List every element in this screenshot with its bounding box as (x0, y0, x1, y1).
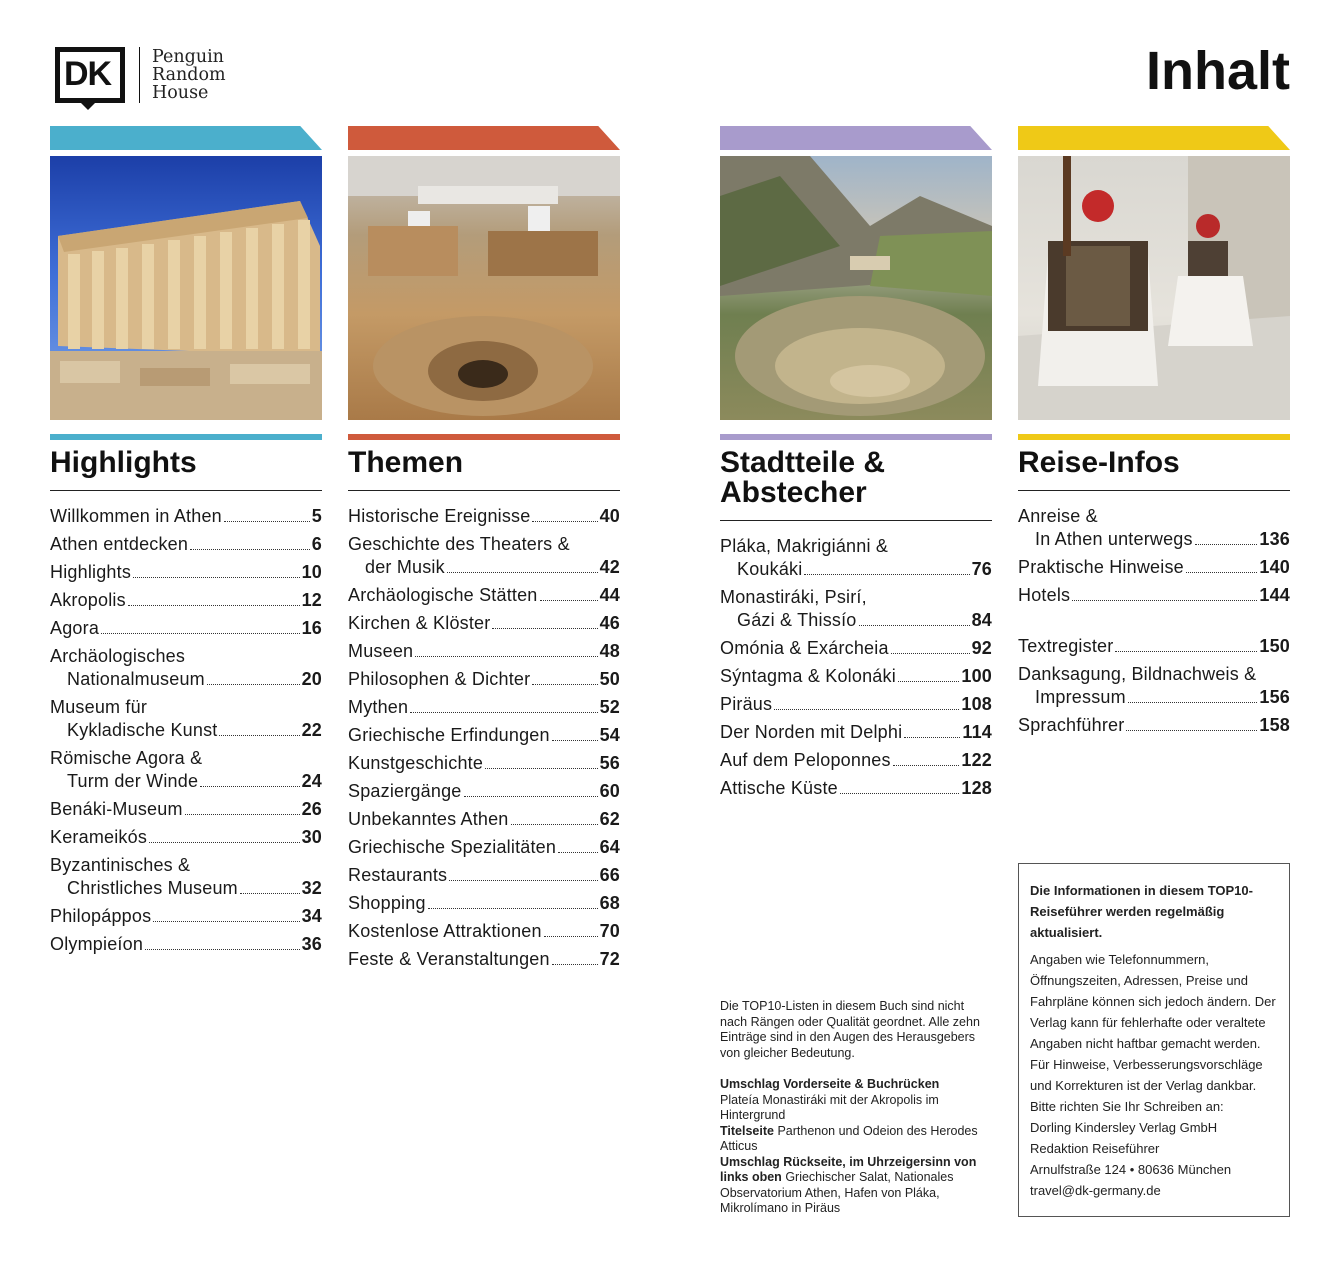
section-color-tab (348, 126, 620, 150)
section-color-tab (1018, 126, 1290, 150)
toc-list (1018, 505, 1290, 607)
section-divider (348, 490, 620, 491)
info-box-address: Bitte richten Sie Ihr Schreiben an: Dorling Kindersley Verlag GmbH Redaktion Reiseführer Arnulfstraße 124 • 80636 München travel@dk-germany.de (1030, 1096, 1279, 1201)
toc-entry[interactable]: Restaurants 66 (348, 865, 620, 885)
toc-entry[interactable]: Mythen 52 (348, 697, 620, 717)
toc-entry[interactable]: Römische Agora & Turm der Winde 24 (50, 748, 322, 791)
toc-entry[interactable]: Kerameikós 30 (50, 827, 322, 847)
toc-entry[interactable]: Willkommen in Athen 5 (50, 506, 322, 526)
toc-entry[interactable]: Sýntagma & Kolonáki 100 (720, 666, 992, 686)
dk-logo-mark: DK (55, 47, 125, 103)
museum-excavation-photo (348, 156, 620, 420)
section-color-rule (348, 434, 620, 440)
toc-entry[interactable]: Athen entdecken 6 (50, 534, 322, 554)
section-color-rule (720, 434, 992, 440)
section-title: Stadtteile & Abstecher (720, 446, 886, 509)
toc-entry[interactable]: Omónia & Exárcheia 92 (720, 638, 992, 658)
toc-entry[interactable]: Auf dem Peloponnes 122 (720, 750, 992, 770)
publisher-name: Penguin Random House (152, 47, 226, 103)
toc-entry[interactable]: Geschichte des Theaters & der Musik 42 (348, 534, 620, 577)
toc-entry[interactable]: Spaziergänge 60 (348, 781, 620, 801)
toc-entry[interactable]: Museum für Kykladische Kunst 22 (50, 697, 322, 740)
delphi-theater-photo (720, 156, 992, 420)
toc-entry[interactable]: Griechische Spezialitäten 64 (348, 837, 620, 857)
publisher-logo (55, 47, 226, 103)
parthenon-photo (50, 156, 322, 420)
toc-entry[interactable]: Attische Küste 128 (720, 778, 992, 798)
toc-entry[interactable]: Historische Ereignisse 40 (348, 506, 620, 526)
toc-entry[interactable]: Kunstgeschichte 56 (348, 753, 620, 773)
toc-entry[interactable]: Unbekanntes Athen 62 (348, 809, 620, 829)
toc-entry[interactable]: Textregister 150 (1018, 636, 1290, 656)
toc-entry[interactable]: Akropolis 12 (50, 590, 322, 610)
toc-entry[interactable]: Olympieíon 36 (50, 934, 322, 954)
toc-entry[interactable]: Benáki-Museum 26 (50, 799, 322, 819)
section-divider (720, 520, 992, 521)
toc-entry[interactable]: Anreise & In Athen unterwegs 136 (1018, 506, 1290, 549)
info-box-body: Angaben wie Telefonnummern, Öffnungszeiten, Adressen, Preise und Fahrpläne können sich jedoch ändern. Der Verlag kann für fehlerhafte oder veraltete Angaben nicht haftbar gemacht werden. Für Hinweise, Verbesserungsvorschläge und Korrekturen ist der Verlag dankbar. (1030, 952, 1276, 1093)
toc-entry[interactable]: Agora 16 (50, 618, 322, 638)
section-title: Highlights (50, 446, 197, 479)
toc-entry[interactable]: Museen 48 (348, 641, 620, 661)
section-title: Reise-Infos (1018, 446, 1180, 479)
logo-separator (139, 47, 140, 103)
toc-entry[interactable]: Piräus 108 (720, 694, 992, 714)
toc-list (50, 505, 322, 956)
toc-list (720, 535, 992, 800)
toc-list-appendix (1018, 635, 1290, 737)
toc-entry[interactable]: Philosophen & Dichter 50 (348, 669, 620, 689)
toc-entry[interactable]: Der Norden mit Delphi 114 (720, 722, 992, 742)
info-box-lead: Die Informationen in diesem TOP10-Reiseführer werden regelmäßig aktualisiert. (1030, 883, 1253, 940)
email-link[interactable]: travel@dk-germany.de (1030, 1183, 1161, 1198)
section-reise-infos (1018, 126, 1290, 742)
toc-entry[interactable]: Pláka, Makrigiánni & Koukáki 76 (720, 536, 992, 579)
toc-entry[interactable]: Feste & Veranstaltungen 72 (348, 949, 620, 969)
toc-entry[interactable]: Praktische Hinweise 140 (1018, 557, 1290, 577)
cover-credits: Umschlag Vorderseite & Buchrücken Plateía Monastiráki mit der Akropolis im Hintergrund Titelseite Parthenon und Odeion des Herodes Atticus Umschlag Rückseite, im Uhrzeigersinn von links oben Griechischer Salat, Nationales Observatorium Athen, Hafen von Pláka, Mikrolímano in Piräus (720, 1077, 978, 1215)
section-color-tab (720, 126, 992, 150)
section-color-tab (50, 126, 322, 150)
evzones-guards-photo (1018, 156, 1290, 420)
toc-entry[interactable]: Griechische Erfindungen 54 (348, 725, 620, 745)
page-title: Inhalt (1146, 41, 1290, 101)
toc-entry[interactable]: Byzantinisches & Christliches Museum 32 (50, 855, 322, 898)
section-highlights (50, 126, 322, 961)
toc-entry[interactable]: Archäologisches Nationalmuseum 20 (50, 646, 322, 689)
toc-list (348, 505, 620, 971)
section-color-rule (50, 434, 322, 440)
info-box (1018, 863, 1290, 1217)
section-divider (1018, 490, 1290, 491)
section-title: Themen (348, 446, 464, 479)
section-divider (50, 490, 322, 491)
section-themen (348, 126, 620, 976)
toc-entry[interactable]: Shopping 68 (348, 893, 620, 913)
toc-entry[interactable]: Danksagung, Bildnachweis & Impressum 156 (1018, 664, 1290, 707)
toc-entry[interactable]: Hotels 144 (1018, 585, 1290, 605)
section-stadtteile (720, 126, 992, 805)
toc-entry[interactable]: Sprachführer 158 (1018, 715, 1290, 735)
cover-credits-note (720, 999, 988, 1217)
toc-entry[interactable]: Kirchen & Klöster 46 (348, 613, 620, 633)
toc-entry[interactable]: Philopáppos 34 (50, 906, 322, 926)
section-color-rule (1018, 434, 1290, 440)
toc-entry[interactable]: Archäologische Stätten 44 (348, 585, 620, 605)
toc-entry[interactable]: Highlights 10 (50, 562, 322, 582)
toc-entry[interactable]: Kostenlose Attraktionen 70 (348, 921, 620, 941)
top10-disclaimer: Die TOP10-Listen in diesem Buch sind nicht nach Rängen oder Qualität geordnet. Alle zehn Einträge sind in den Augen des Herausgebers von gleicher Bedeutung. (720, 999, 980, 1060)
toc-entry[interactable]: Monastiráki, Psirí, Gázi & Thissío 84 (720, 587, 992, 630)
